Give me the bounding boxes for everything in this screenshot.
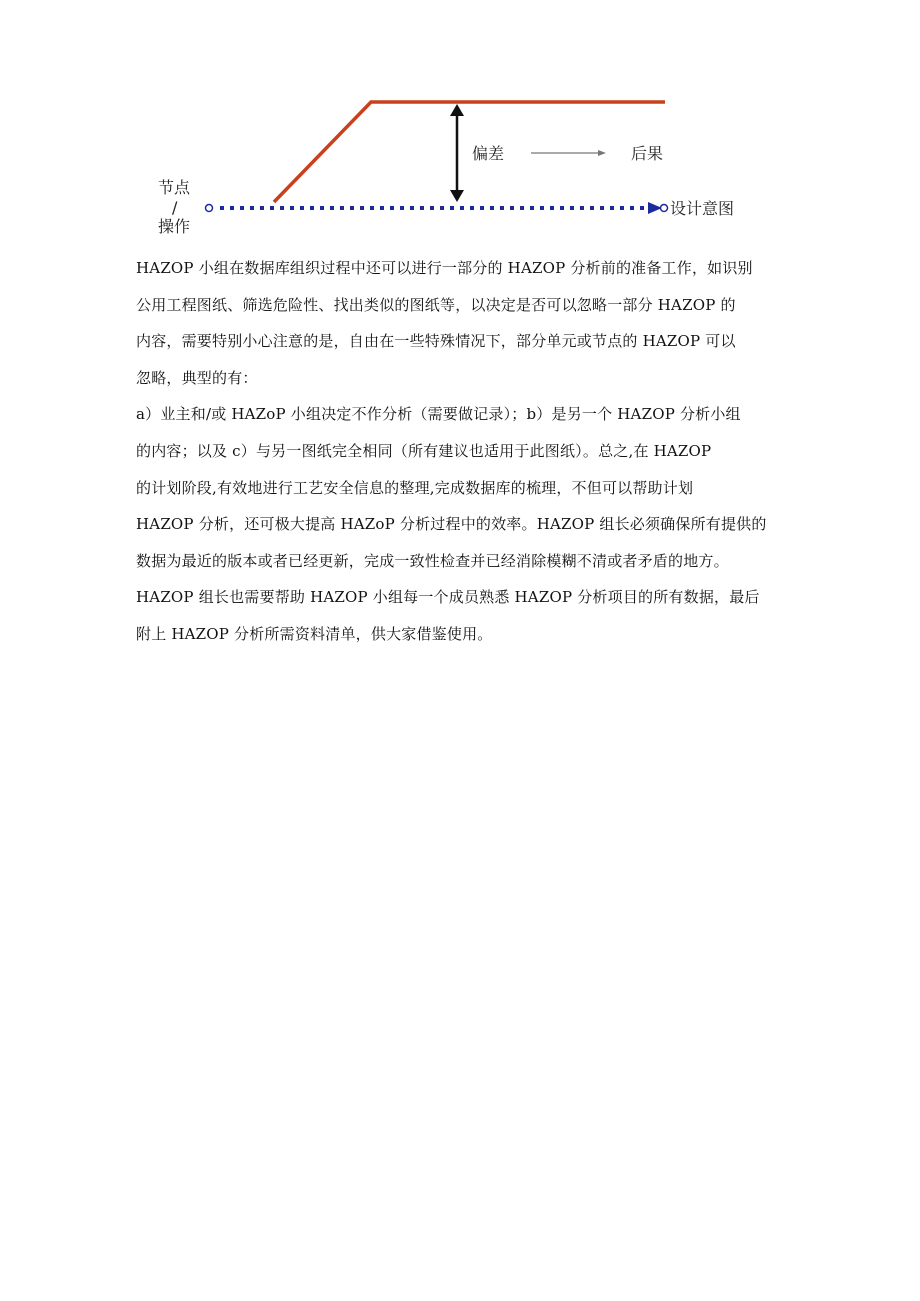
node-label-line-2: 操作 (158, 217, 191, 236)
consequence-label: 后果 (631, 144, 664, 163)
paragraph-2 (136, 396, 786, 652)
deviation-arrowhead-down (450, 190, 464, 202)
node-label-line-1: 节点 (158, 178, 191, 197)
consequence-arrowhead (598, 150, 606, 156)
paragraph-line: 的计划阶段,有效地进行工艺安全信息的整理,完成数据库的梳理，不但可以帮助计划 (136, 478, 694, 497)
paragraph-line: HAZOP 分析，还可极大提高 HAZoP 分析过程中的效率。HAZOP 组长必须确保所有提供的 (136, 515, 767, 534)
paragraph-line: 数据为最近的版本或者已经更新，完成一致性检查并已经消除模糊不清或者矛盾的地方。 (136, 551, 729, 570)
actual-condition-line (274, 102, 665, 202)
paragraph-line: HAZOP 组长也需要帮助 HAZOP 小组每一个成员熟悉 HAZOP 分析项目的所有数据，最后 (136, 588, 760, 607)
body-text (136, 250, 786, 653)
node-label-slash: / (172, 198, 178, 217)
paragraph-line: 忽略，典型的有： (136, 368, 258, 387)
node-start-marker (206, 205, 213, 212)
deviation-diagram (150, 88, 770, 238)
deviation-arrowhead-up (450, 104, 464, 116)
deviation-diagram-svg (150, 88, 770, 238)
paragraph-line: 内容，需要特别小心注意的是，自由在一些特殊情况下，部分单元或节点的 HAZOP 可以 (136, 332, 736, 351)
paragraph-1 (136, 250, 786, 396)
design-intent-label: 设计意图 (670, 199, 735, 218)
paragraph-line: 附上 HAZOP 分析所需资料清单，供大家借鉴使用。 (136, 624, 493, 643)
paragraph-line: a）业主和/或 HAZoP 小组决定不作分析（需要做记录）；b）是另一个 HAZOP 分析小组 (136, 405, 741, 424)
paragraph-line: 的内容；以及 c）与另一图纸完全相同（所有建议也适用于此图纸）。总之,在 HAZOP (136, 441, 712, 460)
paragraph-line: 公用工程图纸、筛选危险性、找出类似的图纸等，以决定是否可以忽略一部分 HAZOP 的 (136, 295, 736, 314)
design-intent-end-marker (661, 205, 668, 212)
deviation-label: 偏差 (472, 144, 505, 163)
paragraph-line: HAZOP 小组在数据库组织过程中还可以进行一部分的 HAZOP 分析前的准备工作，如识别 (136, 259, 753, 277)
